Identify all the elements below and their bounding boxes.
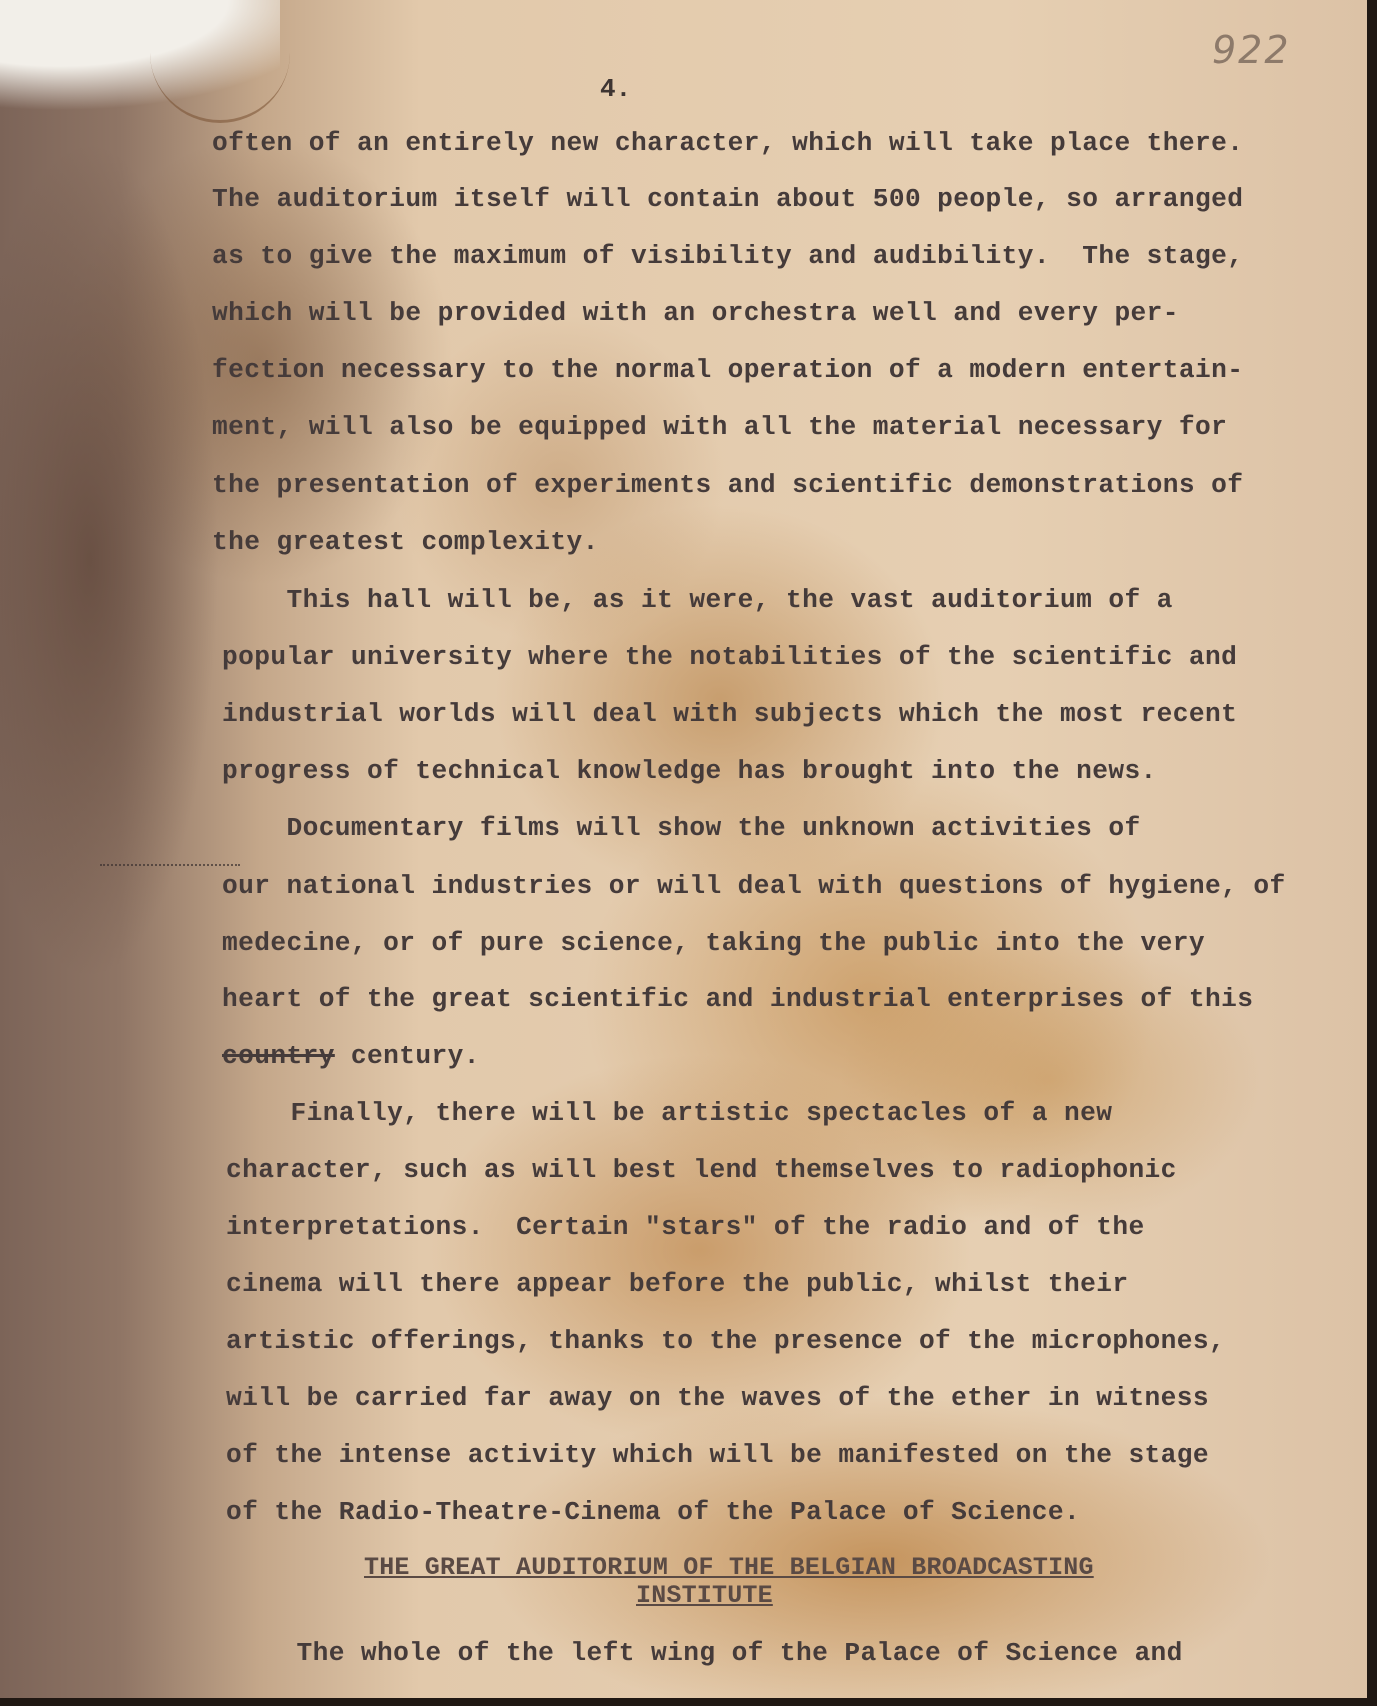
struck-word: country xyxy=(222,1041,335,1071)
text-line: which will be provided with an orchestra well and every per- xyxy=(212,298,1179,328)
text-line: Documentary films will show the unknown activities of xyxy=(222,813,1141,843)
photo-edge-bottom xyxy=(0,1698,1377,1706)
text-line: Finally, there will be artistic spectacles of a new xyxy=(226,1098,1113,1128)
section-heading: THE GREAT AUDITORIUM OF THE BELGIAN BROADCASTING xyxy=(364,1553,1094,1582)
text-line: as to give the maximum of visibility and audibility. The stage, xyxy=(212,241,1244,271)
text-line: often of an entirely new character, which will take place there. xyxy=(212,128,1244,158)
text-line: ment, will also be equipped with all the material necessary for xyxy=(212,412,1228,442)
photo-edge-right xyxy=(1367,0,1377,1706)
text-line: our national industries or will deal with questions of hygiene, of xyxy=(222,871,1286,901)
text-fragment: century. xyxy=(334,1041,480,1071)
text-line: interpretations. Certain "stars" of the radio and of the xyxy=(226,1212,1145,1242)
text-line: will be carried far away on the waves of the ether in witness xyxy=(226,1383,1210,1413)
stray-pencil-mark xyxy=(100,864,240,868)
text-line: This hall will be, as it were, the vast auditorium of a xyxy=(222,585,1173,615)
page-number: 4. xyxy=(600,74,632,104)
archive-number: 922 xyxy=(1212,28,1291,72)
text-line-last xyxy=(222,1041,480,1071)
section-heading-continued: INSTITUTE xyxy=(636,1581,773,1610)
text-line: of the Radio-Theatre-Cinema of the Palace of Science. xyxy=(226,1497,1081,1527)
text-line: The auditorium itself will contain about 500 people, so arranged xyxy=(212,184,1244,214)
text-line: of the intense activity which will be manifested on the stage xyxy=(226,1440,1210,1470)
text-line: progress of technical knowledge has brought into the news. xyxy=(222,756,1157,786)
text-line: the presentation of experiments and scientific demonstrations of xyxy=(212,470,1244,500)
text-line: the greatest complexity. xyxy=(212,527,599,557)
text-line: industrial worlds will deal with subjects which the most recent xyxy=(222,699,1238,729)
text-line: fection necessary to the normal operation of a modern entertain- xyxy=(212,355,1244,385)
text-line: The whole of the left wing of the Palace of Science and xyxy=(232,1638,1183,1668)
torn-corner xyxy=(0,0,280,110)
text-line: medecine, or of pure science, taking the public into the very xyxy=(222,928,1206,958)
text-line: heart of the great scientific and industrial enterprises of this xyxy=(222,984,1254,1014)
text-line: cinema will there appear before the public, whilst their xyxy=(226,1269,1129,1299)
text-line: character, such as will best lend themselves to radiophonic xyxy=(226,1155,1177,1185)
text-line: artistic offerings, thanks to the presence of the microphones, xyxy=(226,1326,1226,1356)
text-line: popular university where the notabilities of the scientific and xyxy=(222,642,1238,672)
